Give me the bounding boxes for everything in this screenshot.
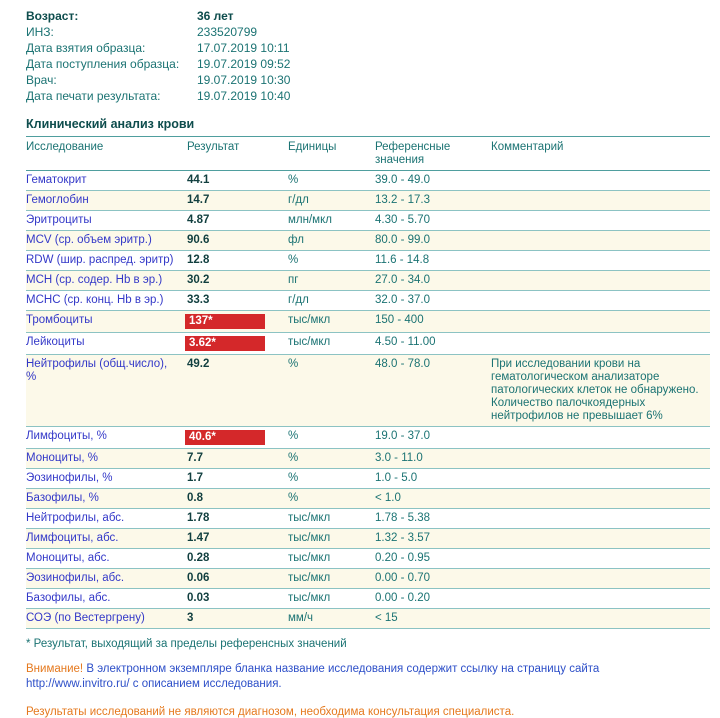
reference-range: 1.0 - 5.0 — [375, 472, 418, 484]
reference-range: < 1.0 — [375, 492, 401, 504]
test-result: 0.06 — [187, 572, 210, 584]
patient-info-label: Врач: — [26, 73, 57, 87]
reference-range: 0.00 - 0.70 — [375, 572, 430, 584]
test-result: 49.2 — [187, 358, 210, 370]
table-row — [26, 589, 710, 609]
test-units: тыс/мкл — [288, 592, 331, 604]
patient-info-row — [26, 40, 710, 56]
test-comment — [491, 336, 699, 351]
section-title: Клинический анализ крови — [26, 117, 195, 131]
reference-range: 1.32 - 3.57 — [375, 532, 430, 544]
test-units: тыс/мкл — [288, 552, 331, 564]
reference-range: 4.50 - 11.00 — [375, 336, 436, 348]
flagged-result: 40.6* — [185, 430, 265, 445]
test-result: 0.28 — [187, 552, 210, 564]
patient-info-row — [26, 24, 710, 40]
test-units: г/дл — [288, 194, 309, 206]
patient-info-row — [26, 88, 710, 104]
test-units: тыс/мкл — [288, 532, 331, 544]
attention-text: В электронном экземпляре бланка название исследования содержит ссылку на страницу сайта — [86, 663, 600, 675]
table-row — [26, 509, 710, 529]
column-header-result: Результат — [187, 141, 240, 153]
column-header-reference: Референсные значения — [375, 141, 451, 166]
test-units: % — [288, 174, 299, 186]
test-result — [187, 314, 288, 329]
test-name: MCV (ср. объем эритр.) — [26, 234, 152, 246]
reference-range: 80.0 - 99.0 — [375, 234, 430, 246]
reference-range: 48.0 - 78.0 — [375, 358, 430, 370]
test-comment — [491, 430, 699, 445]
test-result: 1.78 — [187, 512, 210, 524]
test-result: 1.47 — [187, 532, 210, 544]
test-name: MCHC (ср. конц. Hb в эр.) — [26, 294, 164, 306]
table-row — [26, 355, 710, 427]
test-name: Лейкоциты — [26, 336, 85, 348]
reference-range: 150 - 400 — [375, 314, 424, 326]
test-name: RDW (шир. распред. эритр) — [26, 254, 174, 266]
test-name: Лимфоциты, абс. — [26, 532, 119, 544]
table-row — [26, 333, 710, 355]
test-units: % — [288, 472, 299, 484]
test-name: Базофилы, % — [26, 492, 99, 504]
reference-range: 0.20 - 0.95 — [375, 552, 430, 564]
patient-info-value: 233520799 — [197, 25, 258, 39]
test-result: 12.8 — [187, 254, 210, 266]
patient-info-label: Дата взятия образца: — [26, 41, 146, 55]
test-name: Моноциты, % — [26, 452, 99, 464]
reference-range: 19.0 - 37.0 — [375, 430, 430, 442]
reference-range: 11.6 - 14.8 — [375, 254, 430, 266]
test-comment — [491, 234, 699, 247]
test-units: г/дл — [288, 294, 309, 306]
test-result — [187, 430, 288, 445]
test-result: 30.2 — [187, 274, 210, 286]
test-name: СОЭ (по Вестергрену) — [26, 612, 145, 624]
table-row — [26, 171, 710, 191]
test-result: 4.87 — [187, 214, 210, 226]
test-units: % — [288, 452, 299, 464]
test-comment — [491, 572, 699, 585]
attention-suffix: с описанием исследования. — [132, 678, 282, 690]
out-of-range-footnote: * Результат, выходящий за пределы референсных значений — [26, 638, 347, 650]
attention-label: Внимание! — [26, 663, 84, 675]
test-units: тыс/мкл — [288, 314, 331, 326]
test-name: Лимфоциты, % — [26, 430, 107, 442]
column-header-test: Исследование — [26, 141, 104, 153]
patient-info — [26, 8, 710, 104]
table-row — [26, 529, 710, 549]
table-row — [26, 549, 710, 569]
test-comment — [491, 194, 699, 207]
test-result: 3 — [187, 612, 194, 624]
test-name: Эритроциты — [26, 214, 92, 226]
test-units: тыс/мкл — [288, 512, 331, 524]
test-result: 14.7 — [187, 194, 210, 206]
table-row — [26, 311, 710, 333]
test-comment — [491, 274, 699, 287]
reference-range: 1.78 - 5.38 — [375, 512, 430, 524]
test-result: 90.6 — [187, 234, 210, 246]
patient-info-value: 36 лет — [197, 9, 234, 23]
patient-info-value: 19.07.2019 10:40 — [197, 89, 291, 103]
test-comment — [491, 492, 699, 505]
test-units: мм/ч — [288, 612, 313, 624]
test-units: тыс/мкл — [288, 572, 331, 584]
disclaimer-note: Результаты исследований не являются диагнозом, необходима консультация специалиста. — [26, 706, 515, 718]
table-row — [26, 469, 710, 489]
test-name: Гемоглобин — [26, 194, 89, 206]
test-units: млн/мкл — [288, 214, 332, 226]
test-comment — [491, 612, 699, 625]
table-row — [26, 427, 710, 449]
patient-info-value: 17.07.2019 10:11 — [197, 41, 290, 55]
test-name: Тромбоциты — [26, 314, 93, 326]
test-name: Нейтрофилы, абс. — [26, 512, 125, 524]
patient-info-value: 19.07.2019 09:52 — [197, 57, 291, 71]
table-row — [26, 191, 710, 211]
test-units: % — [288, 358, 299, 370]
table-header-row — [26, 137, 710, 171]
table-row — [26, 291, 710, 311]
table-row — [26, 569, 710, 589]
table-row — [26, 231, 710, 251]
reference-range: 27.0 - 34.0 — [375, 274, 430, 286]
reference-range: < 15 — [375, 612, 398, 624]
test-name: Эозинофилы, % — [26, 472, 113, 484]
test-name: Базофилы, абс. — [26, 592, 111, 604]
table-body — [26, 171, 710, 629]
test-units: % — [288, 254, 299, 266]
patient-info-value: 19.07.2019 10:30 — [197, 73, 291, 87]
test-comment: При исследовании крови на гематологическом анализаторе патологических клеток не обнаружено. Количество палочкоядерных нейтрофилов не превышает 6% — [491, 358, 699, 422]
test-result: 0.8 — [187, 492, 203, 504]
reference-range: 32.0 - 37.0 — [375, 294, 430, 306]
test-comment — [491, 314, 699, 329]
test-units: % — [288, 492, 299, 504]
test-comment — [491, 532, 699, 545]
table-row — [26, 271, 710, 291]
column-header-comment: Комментарий — [491, 141, 564, 153]
patient-info-row — [26, 72, 710, 88]
results-table — [26, 136, 710, 629]
test-name: MCH (ср. содер. Hb в эр.) — [26, 274, 163, 286]
test-comment — [491, 592, 699, 605]
reference-range: 0.00 - 0.20 — [375, 592, 430, 604]
test-comment — [491, 214, 699, 227]
reference-range: 13.2 - 17.3 — [375, 194, 430, 206]
test-comment — [491, 472, 699, 485]
patient-info-row — [26, 8, 710, 24]
patient-info-label: ИНЗ: — [26, 25, 54, 39]
patient-info-label: Возраст: — [26, 9, 79, 23]
test-result: 44.1 — [187, 174, 210, 186]
column-header-units: Единицы — [288, 141, 337, 153]
test-comment — [491, 294, 699, 307]
reference-range: 3.0 - 11.0 — [375, 452, 423, 464]
table-row — [26, 251, 710, 271]
patient-info-row — [26, 56, 710, 72]
test-result — [187, 336, 288, 351]
test-result: 0.03 — [187, 592, 210, 604]
patient-info-label: Дата печати результата: — [26, 89, 161, 103]
test-units: % — [288, 430, 299, 442]
test-comment — [491, 254, 699, 267]
test-name: Эозинофилы, абс. — [26, 572, 125, 584]
reference-range: 4.30 - 5.70 — [375, 214, 430, 226]
attention-note — [26, 662, 688, 692]
test-result: 1.7 — [187, 472, 203, 484]
table-row — [26, 609, 710, 629]
test-comment — [491, 552, 699, 565]
test-comment — [491, 512, 699, 525]
patient-info-label: Дата поступления образца: — [26, 57, 180, 71]
reference-range: 39.0 - 49.0 — [375, 174, 430, 186]
test-name: Моноциты, абс. — [26, 552, 110, 564]
test-comment — [491, 174, 699, 187]
test-units: тыс/мкл — [288, 336, 331, 348]
table-row — [26, 489, 710, 509]
test-result: 7.7 — [187, 452, 203, 464]
test-units: фл — [288, 234, 304, 246]
test-result: 33.3 — [187, 294, 210, 306]
test-name: Нейтрофилы (общ.число), % — [26, 358, 168, 383]
invitro-link[interactable]: http://www.invitro.ru/ — [26, 678, 130, 690]
table-row — [26, 211, 710, 231]
flagged-result: 3.62* — [185, 336, 265, 351]
test-units: пг — [288, 274, 299, 286]
test-comment — [491, 452, 699, 465]
flagged-result: 137* — [185, 314, 265, 329]
table-row — [26, 449, 710, 469]
test-name: Гематокрит — [26, 174, 87, 186]
